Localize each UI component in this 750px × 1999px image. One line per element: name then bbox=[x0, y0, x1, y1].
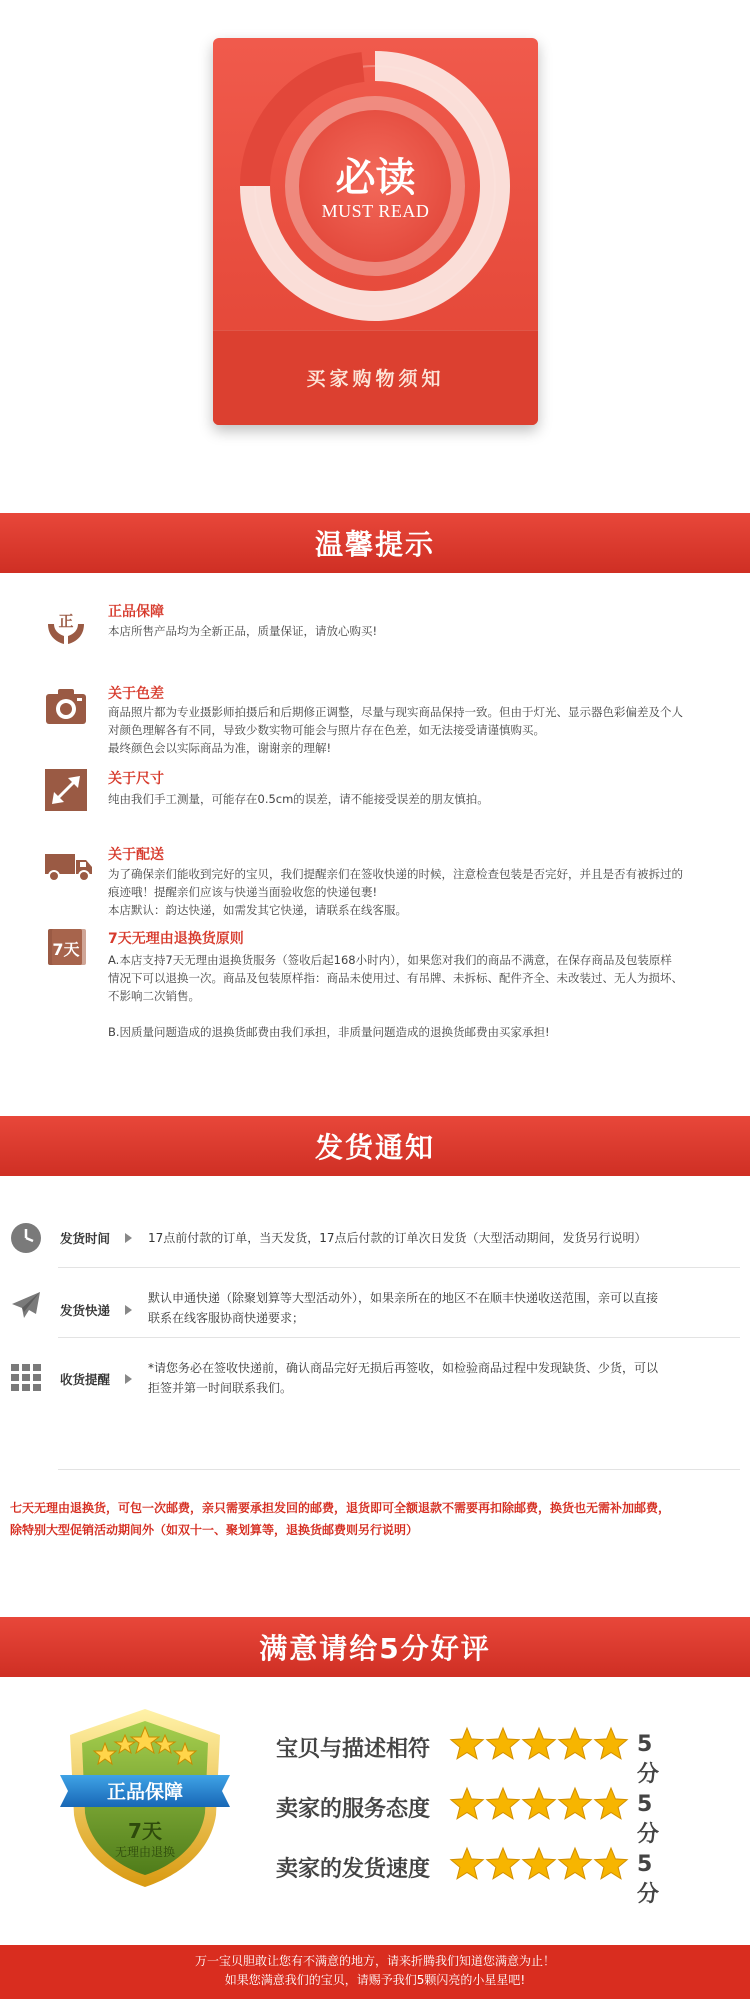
star-icon bbox=[523, 1728, 555, 1759]
tip-line: 情况下可以退换一次。商品及包装原样指：商品未使用过、有吊牌、未拆标、配件齐全、未改装过、无人为损坏、 bbox=[108, 971, 683, 985]
policy-line: 除特别大型促销活动期间外（如双十一、聚划算等，退换货邮费则另行说明） bbox=[10, 1523, 419, 1537]
badge-ribbon-text: 正品保障 bbox=[106, 1781, 184, 1803]
tip-title-return: 7天无理由退换货原则 bbox=[108, 931, 244, 947]
star-rating-icon bbox=[449, 1784, 629, 1824]
ship-line-text: 17点前付款的订单，当天发货，17点后付款的订单次日发货（大型活动期间，发货另行说明） bbox=[148, 1231, 647, 1245]
tip-line: 纯由我们手工测量，可能存在0.5cm的误差，请不能接受误差的朋友慎拍。 bbox=[108, 792, 489, 806]
tip-line: 痕迹哦！提醒亲们应该与快递当面验收您的快递包裹! bbox=[108, 885, 378, 899]
tip-line: 不影响二次销售。 bbox=[108, 989, 200, 1003]
must-read-subtitle: MUST READ bbox=[321, 201, 430, 221]
return-policy-note bbox=[10, 1497, 742, 1541]
star-icon bbox=[559, 1848, 591, 1879]
policy-line: 七天无理由退换货，可包一次邮费，亲只需要承担发回的邮费，退货即可全额退款不需要再扣除邮费，换货也无需补加邮费， bbox=[10, 1501, 671, 1515]
clock-icon bbox=[10, 1222, 42, 1254]
ship-line-text: *请您务必在签收快递前，确认商品完好无损后再签收，如检验商品过程中发现缺货、少货，可以 bbox=[148, 1361, 659, 1375]
star-icon bbox=[451, 1728, 483, 1759]
tip-line: 本店所售产品均为全新正品，质量保证，请放心购买! bbox=[108, 624, 378, 638]
footer-line: 如果您满意我们的宝贝，请赐予我们5颗闪亮的小星星吧! bbox=[224, 1973, 526, 1987]
tip-body-size bbox=[108, 790, 733, 808]
star-icon bbox=[451, 1848, 483, 1879]
star-icon bbox=[595, 1848, 627, 1879]
badge-big-text: 7天 bbox=[128, 1819, 162, 1843]
ship-label-receipt: 收货提醒 bbox=[60, 1372, 111, 1387]
badge-small-text: 无理由退换 bbox=[114, 1845, 176, 1859]
divider bbox=[58, 1469, 740, 1470]
ship-label-time: 发货时间 bbox=[60, 1231, 111, 1246]
genuine-char: 正 bbox=[58, 612, 74, 630]
rating-score: 5分 bbox=[637, 1852, 660, 1907]
tip-title-genuine: 正品保障 bbox=[108, 604, 164, 620]
tip-title-color: 关于色差 bbox=[108, 686, 164, 702]
genuine-hands-icon bbox=[44, 602, 88, 646]
tip-line: 最终颜色会以实际商品为准，谢谢亲的理解! bbox=[108, 741, 332, 755]
star-icon bbox=[523, 1848, 555, 1879]
tip-title-delivery: 关于配送 bbox=[108, 847, 164, 863]
tips-banner-title: 温馨提示 bbox=[314, 528, 435, 561]
ship-text-time bbox=[148, 1228, 738, 1248]
seven-days-char: 7天 bbox=[52, 940, 80, 959]
rating-label: 卖家的服务态度 bbox=[276, 1797, 431, 1822]
genuine-badge-icon bbox=[60, 1705, 230, 1890]
tip-title-size: 关于尺寸 bbox=[108, 771, 164, 787]
chevron-right-icon bbox=[125, 1305, 132, 1315]
star-icon bbox=[487, 1728, 519, 1759]
shipping-banner-title: 发货通知 bbox=[314, 1131, 435, 1164]
tip-body-genuine bbox=[108, 622, 733, 640]
grid-icon bbox=[10, 1361, 42, 1393]
divider bbox=[58, 1337, 740, 1338]
resize-arrow-icon bbox=[44, 768, 88, 812]
tip-line: B.因质量问题造成的退换货邮费由我们承担，非质量问题造成的退换货邮费由买家承担! bbox=[108, 1025, 550, 1039]
airplane-icon bbox=[10, 1290, 42, 1322]
star-icon bbox=[487, 1788, 519, 1819]
star-icon bbox=[595, 1728, 627, 1759]
tip-body-return bbox=[108, 951, 733, 1041]
chevron-right-icon bbox=[125, 1233, 132, 1243]
tip-line: A.本店支持7天无理由退换货服务（签收后起168小时内），如果您对我们的商品不满意，在保存商品及包装原样 bbox=[108, 953, 672, 967]
ship-line-text: 拒签并第一时间联系我们。 bbox=[148, 1381, 293, 1395]
buyer-notice-label: 买家购物须知 bbox=[306, 368, 445, 390]
camera-icon bbox=[44, 684, 88, 728]
star-rating-icon bbox=[449, 1724, 629, 1764]
seven-days-icon bbox=[44, 925, 88, 969]
must-read-title: 必读 bbox=[335, 155, 416, 201]
rating-label: 宝贝与描述相符 bbox=[276, 1737, 431, 1762]
rating-banner-title: 满意请给5分好评 bbox=[259, 1632, 491, 1665]
tip-line: 为了确保亲们能收到完好的宝贝，我们提醒亲们在签收快递的时候，注意检查包装是否完好，并且是否有被拆过的 bbox=[108, 867, 683, 881]
rating-score: 5分 bbox=[637, 1732, 660, 1787]
ship-text-receipt bbox=[148, 1358, 738, 1398]
tip-body-color bbox=[108, 703, 733, 757]
star-icon bbox=[451, 1788, 483, 1819]
tips-banner bbox=[0, 513, 750, 573]
ship-text-express bbox=[148, 1288, 738, 1328]
ship-line-text: 默认申通快递（除聚划算等大型活动外），如果亲所在的地区不在顺丰快递收送范围，亲可以直接 bbox=[148, 1291, 659, 1305]
ship-line-text: 联系在线客服协商快递要求； bbox=[148, 1311, 305, 1325]
ship-label-express: 发货快递 bbox=[60, 1303, 111, 1318]
star-rating-icon bbox=[449, 1844, 629, 1884]
star-icon bbox=[595, 1788, 627, 1819]
star-icon bbox=[523, 1788, 555, 1819]
footer-note bbox=[0, 1945, 750, 1999]
tip-line: 商品照片都为专业摄影师拍摄后和后期修正调整，尽量与现实商品保持一致。但由于灯光、显示器色彩偏差及个人 bbox=[108, 705, 683, 719]
rating-banner bbox=[0, 1617, 750, 1677]
footer-line: 万一宝贝胆敢让您有不满意的地方，请来折腾我们知道您满意为止！ bbox=[194, 1954, 555, 1968]
tip-body-delivery bbox=[108, 865, 733, 919]
star-icon bbox=[559, 1728, 591, 1759]
must-read-card bbox=[213, 38, 538, 425]
tip-line: 本店默认：韵达快递，如需发其它快递，请联系在线客服。 bbox=[108, 903, 407, 917]
tip-spacer bbox=[108, 1005, 733, 1023]
rating-score: 5分 bbox=[637, 1792, 660, 1847]
divider bbox=[58, 1267, 740, 1268]
tip-line: 对颜色理解各有不同，导致少数实物可能会与照片存在色差，如无法接受请谨慎购买。 bbox=[108, 723, 545, 737]
star-icon bbox=[487, 1848, 519, 1879]
shipping-banner bbox=[0, 1116, 750, 1176]
delivery-truck-icon bbox=[44, 842, 94, 886]
chevron-right-icon bbox=[125, 1374, 132, 1384]
star-icon bbox=[559, 1788, 591, 1819]
rating-label: 卖家的发货速度 bbox=[276, 1857, 431, 1882]
